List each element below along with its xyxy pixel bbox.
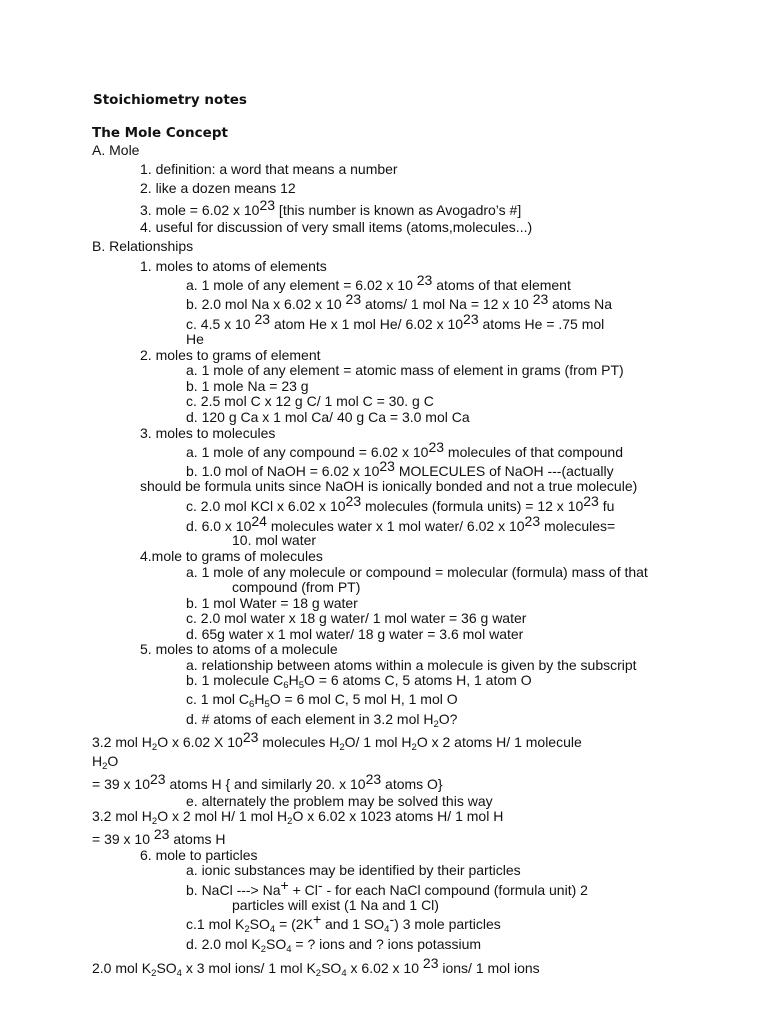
text-line xyxy=(140,641,338,657)
text-line xyxy=(186,862,521,878)
text-run: = ? ions and ? ions potassium xyxy=(291,936,482,952)
text-line xyxy=(140,258,327,274)
text-run: c. 2.0 mol KCl x 6.02 x 10 xyxy=(186,498,346,514)
text-run: O x 6.02 x 1023 atoms H/ 1 mol H xyxy=(292,808,504,824)
text-run: 2. moles to grams of element xyxy=(140,347,321,363)
text-run: molecules= xyxy=(540,518,616,534)
text-run: atoms O} xyxy=(381,776,443,792)
text-run: + Cl xyxy=(288,882,318,898)
text-line xyxy=(186,610,526,626)
superscript: 23 xyxy=(379,458,395,474)
text-run: O/ 1 mol H xyxy=(344,734,412,750)
text-run: a. 1 mole of any element = atomic mass of element in grams (from PT) xyxy=(186,362,624,378)
subscript: 2 xyxy=(315,968,322,979)
text-line xyxy=(186,272,571,293)
superscript: + xyxy=(312,911,322,927)
subscript: 2 xyxy=(151,968,157,979)
text-run: The Mole Concept xyxy=(92,125,228,141)
text-run: O x 6.02 X 10 xyxy=(157,734,243,750)
text-run: SO xyxy=(266,936,287,952)
superscript: + xyxy=(280,877,289,893)
text-run: 1. moles to atoms of elements xyxy=(140,258,327,274)
text-line xyxy=(92,238,193,254)
text-line xyxy=(92,771,443,792)
text-run: atoms of that element xyxy=(432,277,571,293)
text-run: SO xyxy=(249,916,270,932)
text-run: b. 1 mol Water = 18 g water xyxy=(186,595,358,611)
superscript: 23 xyxy=(365,771,382,787)
subscript: 2 xyxy=(151,816,158,827)
text-run: O = 6 atoms C, 5 atoms H, 1 atom O xyxy=(304,672,532,688)
text-run: 3.2 mol H xyxy=(92,808,152,824)
subscript: 2 xyxy=(102,761,108,772)
text-run: a. 1 mole of any molecule or compound = molecular (formula) mass of that xyxy=(186,564,648,580)
text-run: should be formula units since NaOH is ionically bonded and not a true molecule) xyxy=(140,478,638,494)
text-run: O? xyxy=(438,711,458,727)
text-run: a. ionic substances may be identified by their particles xyxy=(186,862,521,878)
subscript: 4 xyxy=(286,944,292,955)
text-run: A. Mole xyxy=(92,142,140,158)
text-run: d. 2.0 mol K xyxy=(186,936,261,952)
text-run: [this number is known as Avogadro’s #] xyxy=(275,202,522,218)
text-run: c. 2.5 mol C x 12 g C/ 1 mol C = 30. g C xyxy=(186,393,434,409)
text-line xyxy=(140,197,522,218)
subscript: 2 xyxy=(151,742,158,753)
text-run: = 39 x 10 xyxy=(92,776,150,792)
text-run: c. 4.5 x 10 xyxy=(186,316,255,332)
text-run: fu xyxy=(598,498,615,514)
subscript: 4 xyxy=(341,968,347,979)
text-line xyxy=(92,729,582,753)
text-run: b. NaCl ---> Na xyxy=(186,882,281,898)
text-run: compound (from PT) xyxy=(232,579,361,595)
text-line xyxy=(186,439,624,460)
text-run: atoms H xyxy=(169,831,226,847)
superscript: 23 xyxy=(345,493,362,509)
superscript: 23 xyxy=(153,826,170,842)
text-run: 5. moles to atoms of a molecule xyxy=(140,641,338,657)
text-line xyxy=(92,826,226,847)
text-run: molecules (formula units) = 12 x 10 xyxy=(361,498,584,514)
text-run: Stoichiometry notes xyxy=(93,92,247,108)
document-title xyxy=(93,92,247,108)
text-line xyxy=(186,793,493,809)
text-run: molecules H xyxy=(258,734,340,750)
subscript: 2 xyxy=(433,719,439,730)
text-run: b. 2.0 mol Na x 6.02 x 10 xyxy=(186,296,346,312)
superscript: 23 xyxy=(345,291,362,307)
text-line xyxy=(186,362,624,378)
text-run: molecules of that compound xyxy=(444,444,624,460)
text-run: 10. mol water xyxy=(232,532,317,548)
text-line xyxy=(186,595,358,611)
superscript: 23 xyxy=(416,272,433,288)
text-run: = 39 x 10 xyxy=(92,831,154,847)
text-line xyxy=(140,548,323,564)
text-run: d. 6.0 x 10 xyxy=(186,518,252,534)
text-line xyxy=(140,425,275,441)
text-run: particles will exist (1 Na and 1 Cl) xyxy=(232,897,439,913)
text-run: x 3 mol ions/ 1 mol K xyxy=(181,960,316,976)
text-run: b. 1 mole Na = 23 g xyxy=(186,378,309,394)
superscript: - xyxy=(389,911,395,927)
subscript: 2 xyxy=(260,944,266,955)
text-run: a. 1 mole of any compound = 6.02 x 10 xyxy=(186,444,429,460)
text-line xyxy=(186,691,458,710)
text-run: 4. useful for discussion of very small items (atoms,molecules...) xyxy=(140,219,533,235)
text-line xyxy=(186,291,613,312)
text-run: atom He x 1 mol He/ 6.02 x 10 xyxy=(270,316,464,332)
text-line xyxy=(186,626,523,642)
text-line xyxy=(186,331,204,347)
text-run: 2.0 mol K xyxy=(92,960,152,976)
text-run: H xyxy=(288,672,299,688)
text-run: and 1 SO xyxy=(321,916,385,932)
text-line xyxy=(186,493,615,514)
text-run: atoms/ 1 mol Na = 12 x 10 xyxy=(361,296,533,312)
text-run: 3.2 mol H xyxy=(92,734,152,750)
text-run: b. 1 molecule C xyxy=(186,672,284,688)
subscript: 2 xyxy=(339,742,345,753)
superscript: 23 xyxy=(524,513,541,529)
subscript: 6 xyxy=(249,699,255,710)
text-run: a. relationship between atoms within a molecule is given by the subscript xyxy=(186,657,637,673)
text-line xyxy=(186,458,614,479)
text-run: ) 3 mole particles xyxy=(394,916,501,932)
text-line xyxy=(92,808,503,827)
text-run: ions/ 1 mol ions xyxy=(438,960,540,976)
subscript: 5 xyxy=(264,699,270,710)
text-line xyxy=(232,532,316,548)
text-run: 1. definition: a word that means a number xyxy=(140,161,398,177)
text-line xyxy=(232,579,360,595)
superscript: 23 xyxy=(532,291,549,307)
section-heading xyxy=(92,125,228,141)
text-run: e. alternately the problem may be solved this way xyxy=(186,793,493,809)
text-run: d. 120 g Ca x 1 mol Ca/ 40 g Ca = 3.0 mol Ca xyxy=(186,409,470,425)
text-line xyxy=(186,711,457,730)
text-run: a. 1 mole of any element = 6.02 x 10 xyxy=(186,277,417,293)
text-run: B. Relationships xyxy=(92,238,194,254)
text-line xyxy=(140,347,321,363)
subscript: 6 xyxy=(283,680,289,691)
subscript: 5 xyxy=(298,680,304,691)
superscript: 23 xyxy=(428,439,445,455)
text-run: x 6.02 x 10 xyxy=(346,960,423,976)
text-run: SO xyxy=(321,960,342,976)
text-line xyxy=(186,311,605,332)
text-line xyxy=(186,672,532,691)
superscript: 23 xyxy=(150,771,166,787)
text-run: 4.mole to grams of molecules xyxy=(140,548,323,564)
text-run: O = 6 mol C, 5 mol H, 1 mol O xyxy=(269,691,458,707)
text-line xyxy=(186,564,648,580)
subscript: 4 xyxy=(176,968,182,979)
text-line xyxy=(140,219,532,235)
text-run: atoms Na xyxy=(548,296,613,312)
text-run: O xyxy=(107,753,119,769)
text-run: 3. moles to molecules xyxy=(140,425,276,441)
text-line xyxy=(140,161,398,177)
text-line xyxy=(92,142,139,158)
text-line xyxy=(186,409,470,425)
text-run: d. 65g water x 1 mol water/ 18 g water = 3.6 mol water xyxy=(186,626,524,642)
text-line xyxy=(186,911,501,935)
text-run: H xyxy=(92,753,103,769)
superscript: 23 xyxy=(254,311,271,327)
text-line xyxy=(186,657,637,673)
subscript: 2 xyxy=(287,816,293,827)
text-run: d. # atoms of each element in 3.2 mol H xyxy=(186,711,434,727)
text-run: c.1 mol K xyxy=(186,916,245,932)
subscript: 4 xyxy=(384,924,390,935)
text-line xyxy=(186,393,434,409)
text-run: = (2K xyxy=(275,916,313,932)
text-run: b. 1.0 mol of NaOH = 6.02 x 10 xyxy=(186,463,380,479)
text-run: SO xyxy=(156,960,177,976)
text-line xyxy=(232,897,439,913)
text-line xyxy=(186,936,481,955)
text-run: - for each NaCl compound (formula unit) 2 xyxy=(322,882,588,898)
text-run: H xyxy=(254,691,265,707)
text-run: molecules water x 1 mol water/ 6.02 x 10 xyxy=(266,518,525,534)
text-run: atoms H { and similarly 20. x 10 xyxy=(165,776,366,792)
text-line xyxy=(140,478,637,494)
text-run: 3. mole = 6.02 x 10 xyxy=(140,202,260,218)
text-line xyxy=(92,955,540,979)
superscript: 23 xyxy=(242,729,259,745)
subscript: 2 xyxy=(244,924,250,935)
text-line xyxy=(140,847,258,863)
text-run: 2. like a dozen means 12 xyxy=(140,180,296,196)
text-run: atoms He = .75 mol xyxy=(478,316,605,332)
superscript: 23 xyxy=(463,311,479,327)
text-run: c. 2.0 mol water x 18 g water/ 1 mol water = 36 g water xyxy=(186,610,527,626)
superscript: 23 xyxy=(259,197,276,213)
subscript: 2 xyxy=(411,742,417,753)
text-run: c. 1 mol C xyxy=(186,691,250,707)
superscript: - xyxy=(317,877,323,893)
subscript: 4 xyxy=(269,924,276,935)
superscript: 24 xyxy=(251,513,267,529)
superscript: 23 xyxy=(583,493,599,509)
text-line xyxy=(186,378,309,394)
text-line xyxy=(140,180,296,196)
superscript: 23 xyxy=(422,955,439,971)
text-run: He xyxy=(186,331,204,347)
text-run: MOLECULES of NaOH ---(actually xyxy=(394,463,614,479)
text-run: O x 2 atoms H/ 1 molecule xyxy=(416,734,582,750)
text-line xyxy=(186,877,588,898)
text-line xyxy=(92,753,118,772)
text-run: 6. mole to particles xyxy=(140,847,258,863)
text-run: O x 2 mol H/ 1 mol H xyxy=(157,808,288,824)
